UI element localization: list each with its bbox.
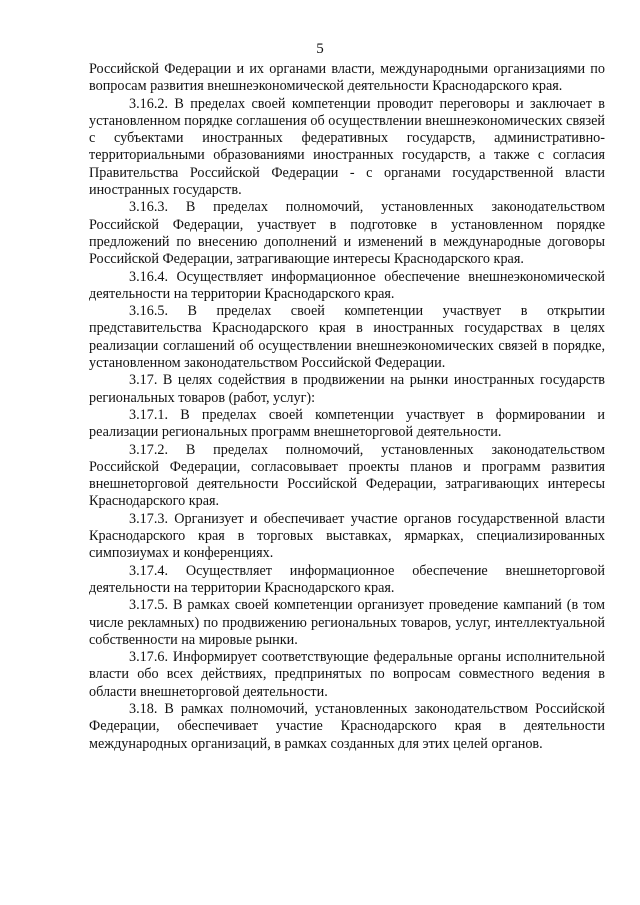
paragraph-3-17-3: 3.17.3. Организует и обеспечивает участие органов государственной власти Краснодарского края в торговых выставках, ярмарках, специализированных симпозиумах и конференциях. <box>89 510 605 562</box>
paragraph-3-16-5: 3.16.5. В пределах своей компетенции участвует в открытии представительства Краснодарского края в иностранных государствах в целях реализации соглашений об осуществлении внешнеэкономических связей в порядке, установленном законодательством Российской Федерации. <box>89 303 605 372</box>
paragraph-3-16-3: 3.16.3. В пределах полномочий, установленных законодательством Российской Федерации, участвует в подготовке в установленном порядке предложений по внесению дополнений и изменений в международные договоры Российской Федерации, затрагивающие интересы Краснодарского края. <box>89 199 605 268</box>
paragraph-3-17-1: 3.17.1. В пределах своей компетенции участвует в формировании и реализации региональных программ внешнеторговой деятельности. <box>89 406 605 441</box>
document-body <box>89 61 605 753</box>
paragraph-3-17: 3.17. В целях содействия в продвижении на рынки иностранных государств региональных товаров (работ, услуг): <box>89 372 605 406</box>
paragraph-continuation: Российской Федерации и их органами власти, международными организациями по вопросам развития внешнеэкономической деятельности Краснодарского края. <box>89 61 605 95</box>
paragraph-3-16-4: 3.16.4. Осуществляет информационное обеспечение внешнеэкономической деятельности на территории Краснодарского края. <box>89 268 605 302</box>
paragraph-3-17-6: 3.17.6. Информирует соответствующие федеральные органы исполнительной власти обо всех действиях, предпринятых по вопросам совместного ведения в области внешнеторговой деятельности. <box>89 649 605 700</box>
paragraph-3-18: 3.18. В рамках полномочий, установленных законодательством Российской Федерации, обеспечивает участие Краснодарского края в деятельности международных организаций, в рамках созданных для этих целей органов. <box>89 700 605 752</box>
paragraph-3-17-2: 3.17.2. В пределах полномочий, установленных законодательством Российской Федерации, согласовывает проекты планов и программ развития внешнеторговой деятельности Российской Федерации, затрагивающих интересы Краснодарского края. <box>89 441 605 510</box>
paragraph-3-17-5: 3.17.5. В рамках своей компетенции организует проведение кампаний (в том числе рекламных) по продвижению региональных товаров, услуг, интеллектуальной собственности на мировые рынки. <box>89 597 605 648</box>
paragraph-3-16-2: 3.16.2. В пределах своей компетенции проводит переговоры и заключает в установленном порядке соглашения об осуществлении внешнеэкономических связей с субъектами иностранных федеративных государств, административно-территориальными образованиями иностранных государств, а также с согласия Правительства Российской Федерации - с органами государственной власти иностранных государств. <box>89 95 605 199</box>
page-number: 5 <box>316 41 324 57</box>
paragraph-3-17-4: 3.17.4. Осуществляет информационное обеспечение внешнеторговой деятельности на территории Краснодарского края. <box>89 562 605 596</box>
